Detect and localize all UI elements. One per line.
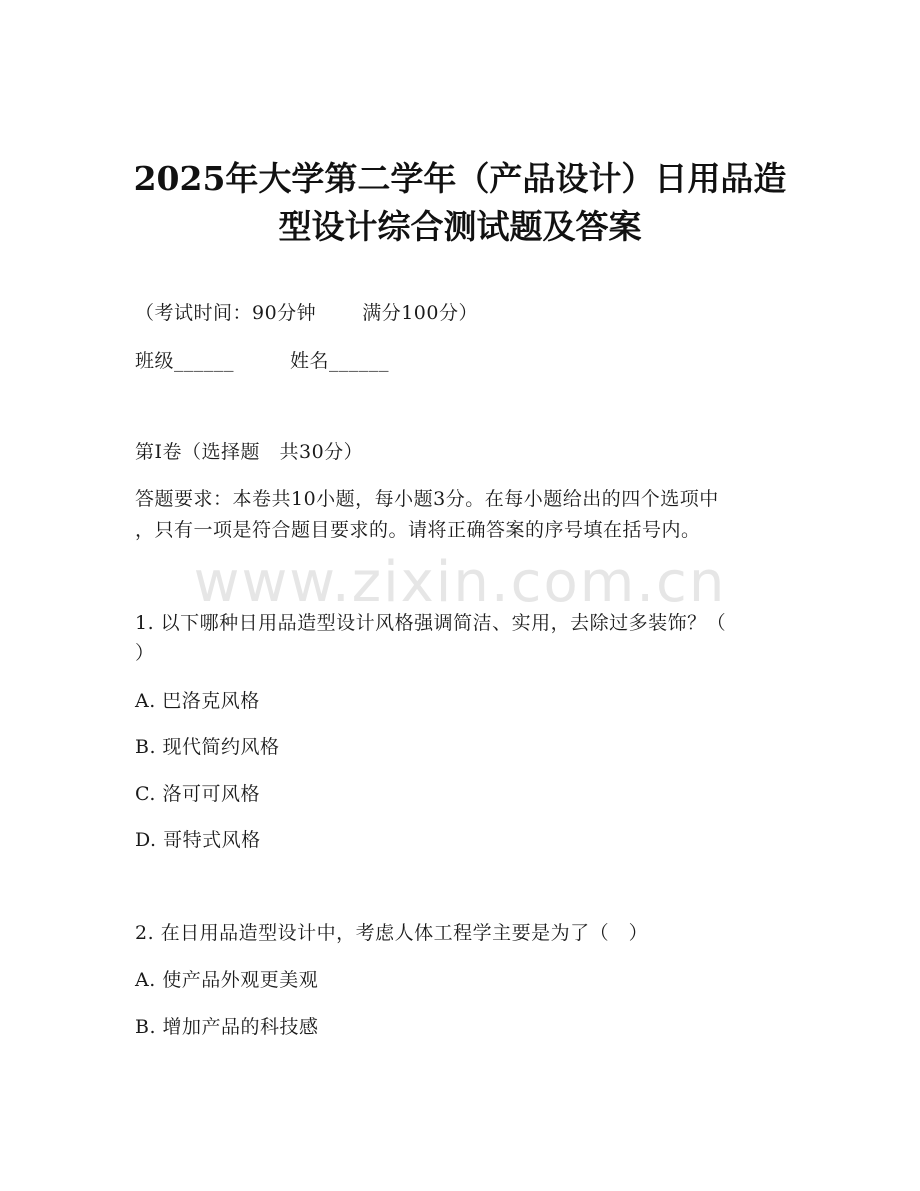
question-1-stem-line-2: ） <box>135 642 155 664</box>
question-2-stem: 2. 在日用品造型设计中，考虑人体工程学主要是为了（ ） <box>135 922 649 944</box>
document-title-line-1: 2025年大学第二学年（产品设计）日用品造 <box>133 159 787 198</box>
class-field: 班级______ <box>135 350 235 372</box>
document-title-line-2: 型设计综合测试题及答案 <box>278 207 642 246</box>
question-1-option-a: A. 巴洛克风格 <box>135 690 260 712</box>
question-2-option-b: B. 增加产品的科技感 <box>135 1016 319 1038</box>
name-field: 姓名______ <box>290 350 390 372</box>
section-heading: 第Ⅰ卷（选择题 共30分） <box>135 441 364 463</box>
instructions-line-1: 答题要求：本卷共10小题，每小题3分。在每小题给出的四个选项中 <box>135 488 719 510</box>
instructions-line-2: ，只有一项是符合题目要求的。请将正确答案的序号填在括号内。 <box>135 519 701 541</box>
question-1-option-c: C. 洛可可风格 <box>135 783 260 805</box>
watermark: www.zixin.com.cn <box>193 550 727 615</box>
exam-time: （考试时间：90分钟 <box>135 302 317 324</box>
student-fields <box>135 352 389 371</box>
exam-score: 满分100分） <box>362 302 478 324</box>
question-1-option-b: B. 现代简约风格 <box>135 736 280 758</box>
exam-info <box>135 304 478 323</box>
question-1-stem-line-1: 1. 以下哪种日用品造型设计风格强调简洁、实用，去除过多装饰？（ <box>135 612 727 634</box>
question-2-option-a: A. 使产品外观更美观 <box>135 969 319 991</box>
question-1-option-d: D. 哥特式风格 <box>135 829 261 851</box>
